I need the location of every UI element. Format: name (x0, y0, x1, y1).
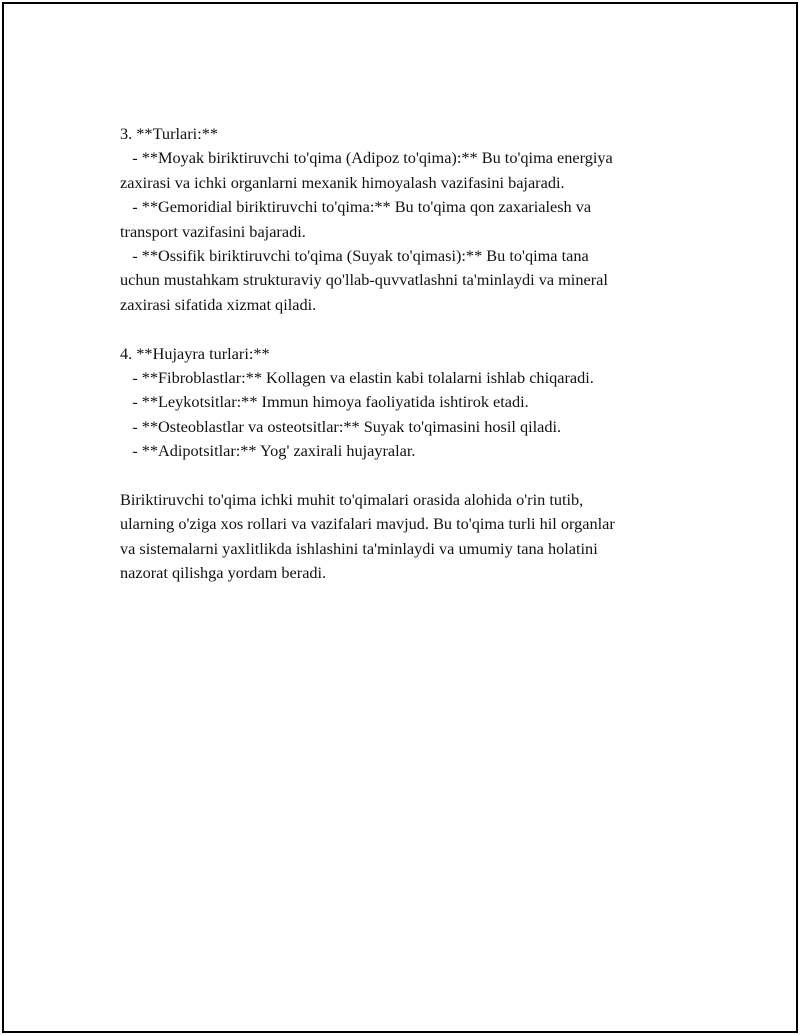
list-item-continuation: zaxirasi sifatida xizmat qiladi. (120, 294, 317, 314)
conclusion-line: va sistemalarni yaxlitlikda ishlashini ta'minlaydi va umumiy tana holatini (120, 538, 598, 558)
paragraph-gap (120, 317, 690, 341)
document-body (120, 122, 690, 586)
list-item: - **Gemoridial biriktiruvchi to'qima:** Bu to'qima qon zaxarialesh va (120, 197, 592, 217)
document-page (2, 2, 798, 1033)
section-4-heading: 4. **Hujayra turlari:** (120, 343, 270, 363)
conclusion-line: nazorat qilishga yordam beradi. (120, 563, 327, 583)
list-item: - **Moyak biriktiruvchi to'qima (Adipoz to'qima):** Bu to'qima energiya (120, 148, 613, 168)
section-3-heading: 3. **Turlari:** (120, 124, 218, 143)
list-item-continuation: zaxirasi va ichki organlarni mexanik himoyalash vazifasini bajaradi. (120, 172, 565, 192)
list-item-continuation: transport vazifasini bajaradi. (120, 221, 306, 241)
list-item-continuation: uchun mustahkam strukturaviy qo'llab-quvvatlashni ta'minlaydi va mineral (120, 270, 608, 290)
paragraph-gap (120, 464, 690, 488)
conclusion-line: ularning o'ziga xos rollari va vazifalari mavjud. Bu to'qima turli hil organlar (120, 514, 615, 534)
list-item: - **Ossifik biriktiruvchi to'qima (Suyak to'qimasi):** Bu to'qima tana (120, 246, 589, 266)
conclusion-line: Biriktiruvchi to'qima ichki muhit to'qimalari orasida alohida o'rin tutib, (120, 490, 584, 510)
list-item: - **Leykotsitlar:** Immun himoya faoliyatida ishtirok etadi. (120, 392, 529, 412)
list-item: - **Osteoblastlar va osteotsitlar:** Suyak to'qimasini hosil qiladi. (120, 416, 562, 436)
list-item: - **Adipotsitlar:** Yog' zaxirali hujayralar. (120, 441, 416, 461)
list-item: - **Fibroblastlar:** Kollagen va elastin kabi tolalarni ishlab chiqaradi. (120, 368, 594, 388)
